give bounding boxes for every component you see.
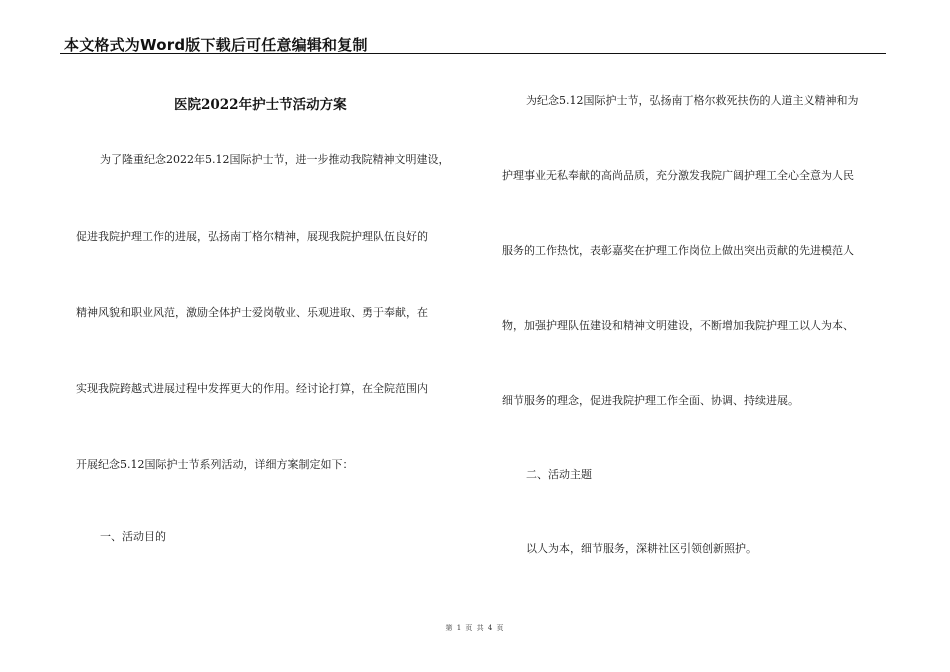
right-paragraph-line-2: 护理事业无私奉献的高尚品质，充分激发我院广阔护理工全心全意为人民 bbox=[502, 169, 854, 182]
document-title: 医院2022年护士节活动方案 bbox=[174, 97, 347, 113]
section-heading-purpose: 一、活动目的 bbox=[100, 530, 166, 543]
document-header-banner: 本文格式为Word版下载后可任意编辑和复制 bbox=[64, 36, 368, 54]
right-paragraph-line-4: 物，加强护理队伍建设和精神文明建设，不断增加我院护理工以人为本、 bbox=[502, 319, 854, 332]
right-paragraph-line-3: 服务的工作热忱，表彰嘉奖在护理工作岗位上做出突出贡献的先进模范人 bbox=[502, 244, 854, 257]
page-number-indicator: 第 1 页 共 4 页 bbox=[445, 624, 505, 632]
left-paragraph-line-5: 开展纪念5.12国际护士节系列活动，详细方案制定如下： bbox=[76, 458, 354, 471]
section-heading-theme: 二、活动主题 bbox=[526, 468, 592, 481]
left-paragraph-line-3: 精神风貌和职业风范，激励全体护士爱岗敬业、乐观进取、勇于奉献，在 bbox=[76, 306, 428, 319]
left-paragraph-line-4: 实现我院跨越式进展过程中发挥更大的作用。经讨论打算，在全院范围内 bbox=[76, 382, 428, 395]
theme-statement: 以人为本，细节服务，深耕社区引领创新照护。 bbox=[526, 542, 757, 555]
left-paragraph-line-2: 促进我院护理工作的进展，弘扬南丁格尔精神，展现我院护理队伍良好的 bbox=[76, 230, 428, 243]
right-paragraph-line-1: 为纪念5.12国际护士节，弘扬南丁格尔救死扶伤的人道主义精神和为 bbox=[526, 94, 859, 107]
right-paragraph-line-5: 细节服务的理念，促进我院护理工作全面、协调、持续进展。 bbox=[502, 394, 799, 407]
left-paragraph-line-1: 为了隆重纪念2022年5.12国际护士节，进一步推动我院精神文明建设， bbox=[100, 153, 450, 166]
header-divider bbox=[60, 53, 886, 54]
